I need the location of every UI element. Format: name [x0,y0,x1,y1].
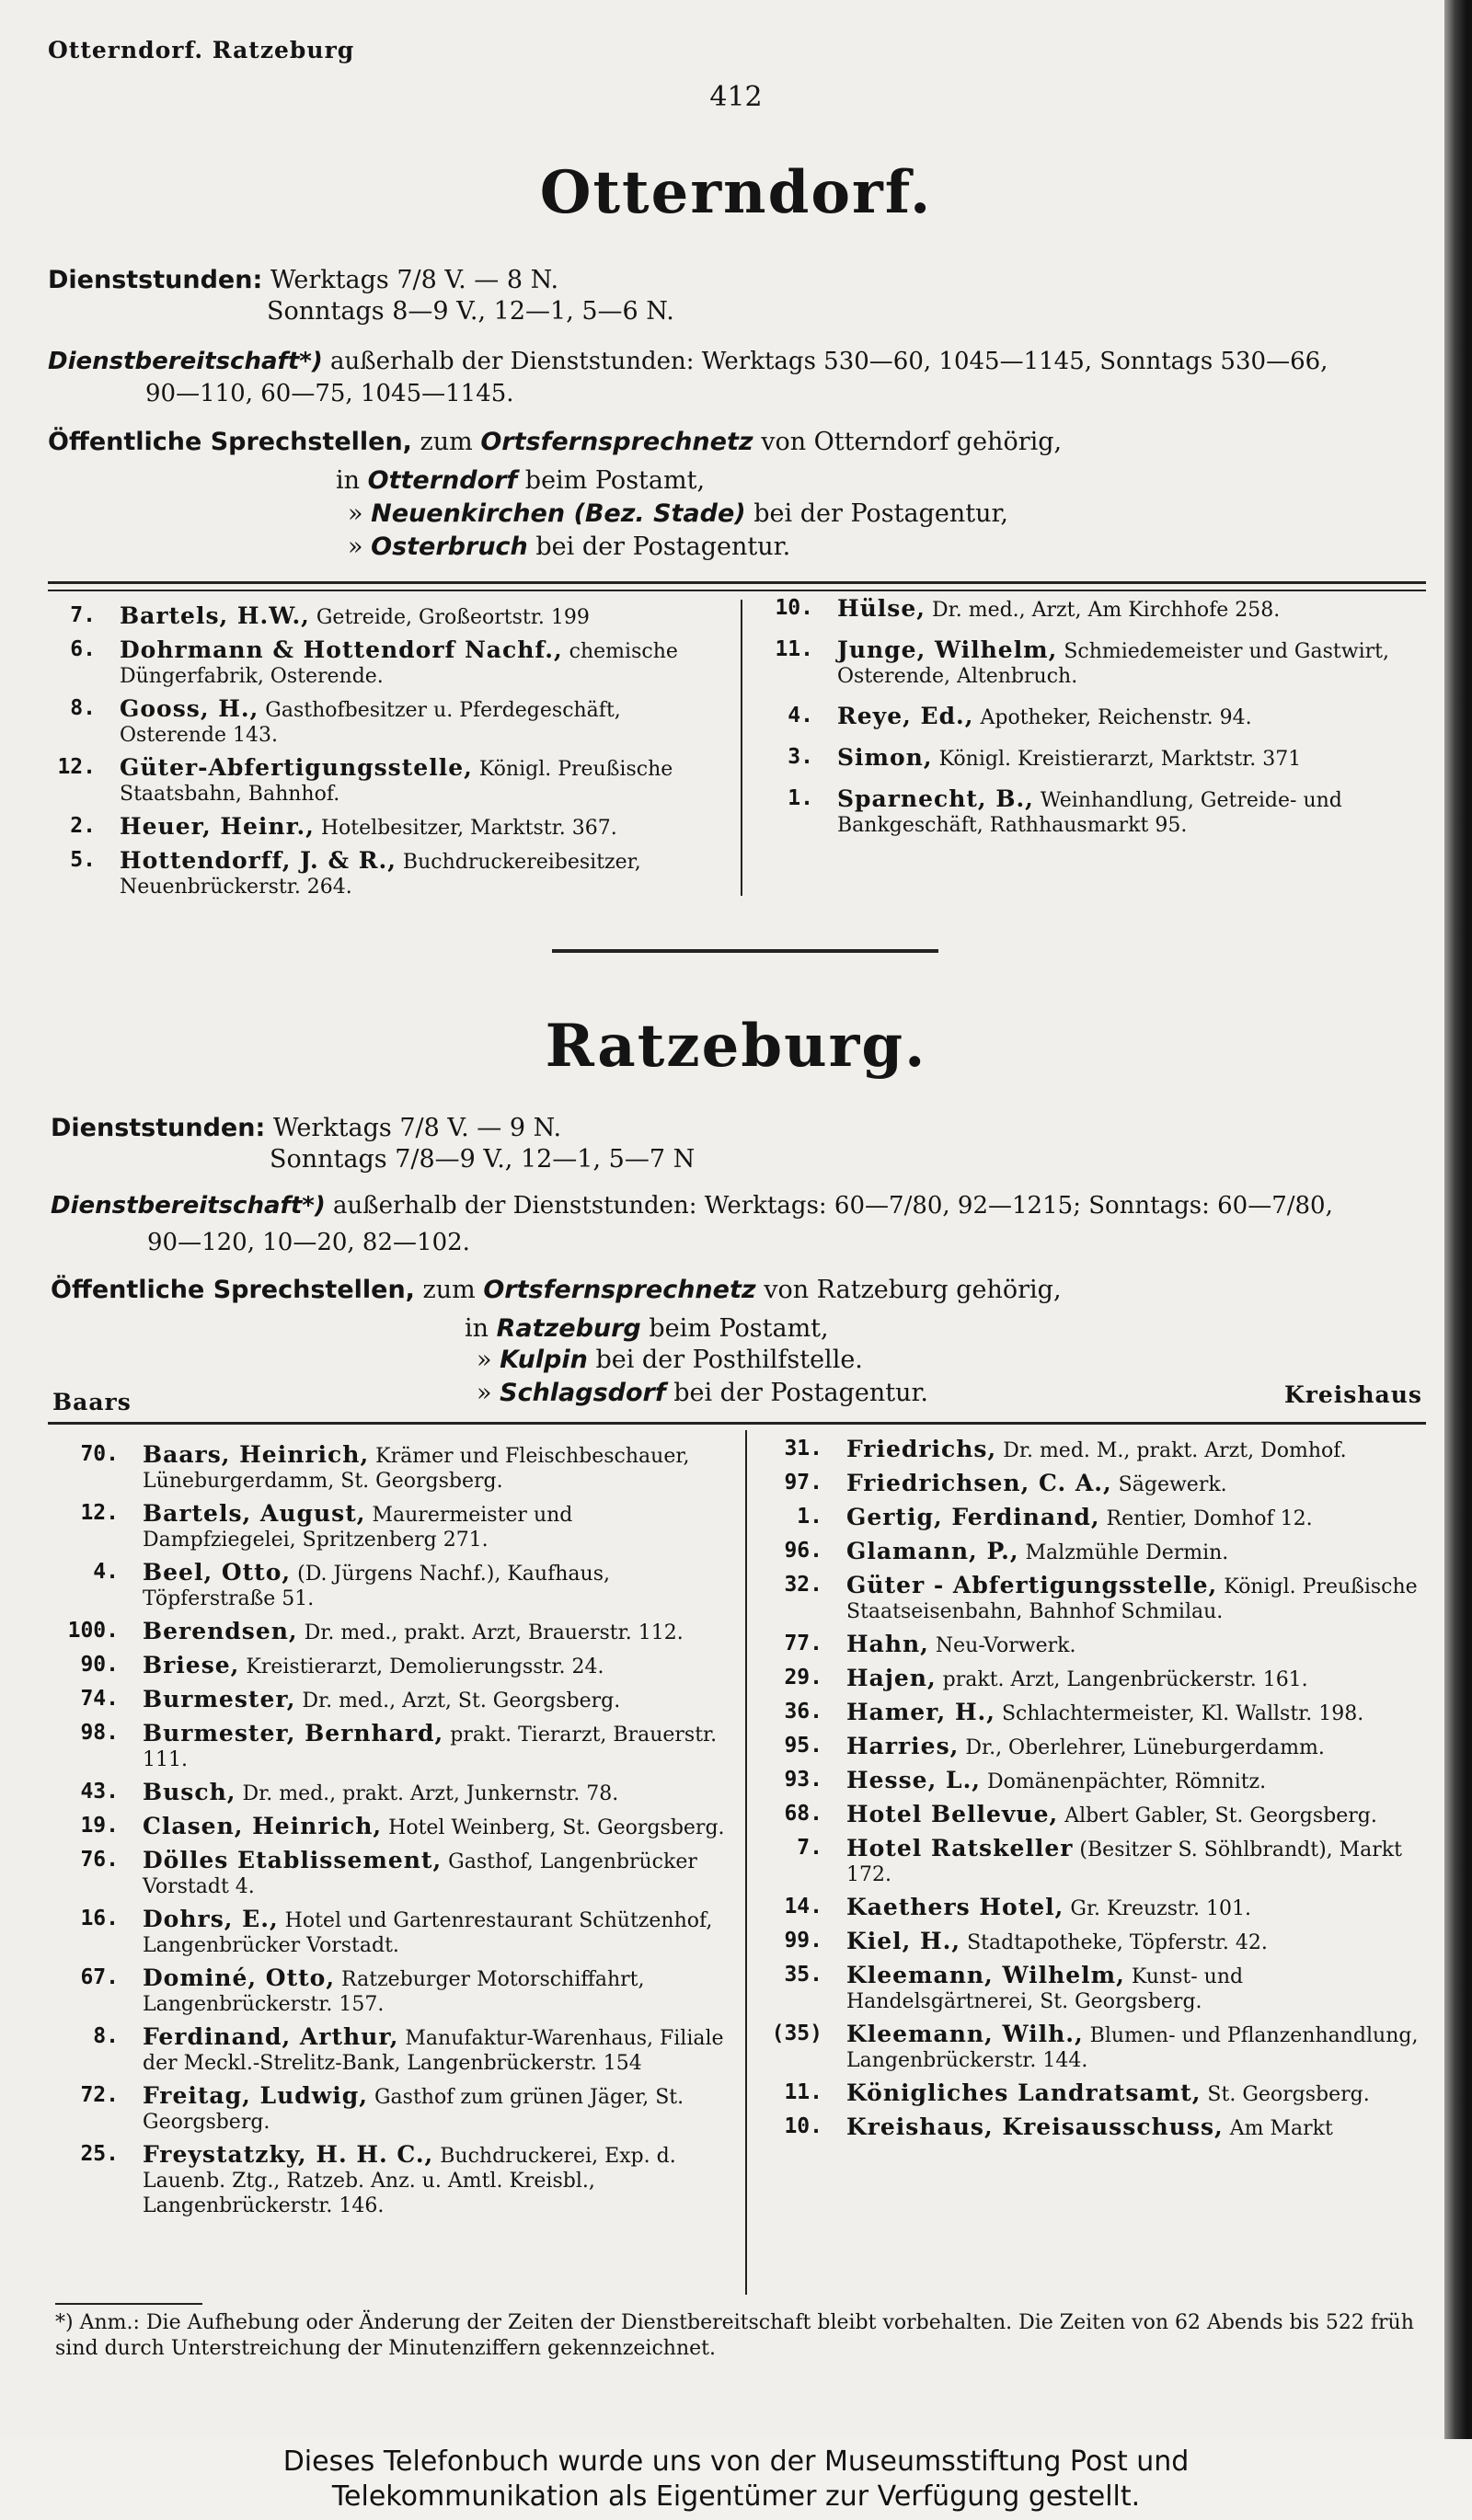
otterndorf-sprechstellen: Öffentliche Sprechstellen, zum Ortsfernsprechnetz von Otterndorf gehörig, [48,428,1063,456]
book-spine-shadow [1444,0,1472,2439]
list-item: 12. Güter-Abfertigungsstelle, Königl. Preußische Staatsbahn, Bahnhof. [57,754,673,806]
list-item: 3. Simon, Königl. Kreistierarzt, Marktstr. 371 [788,744,1302,771]
town-title-ratzeburg: Ratzeburg. [545,1012,927,1081]
list-item: 10. Hülse, Dr. med., Arzt, Am Kirchhofe 258. [775,595,1281,622]
catchword-right: Kreishaus [1284,1381,1423,1408]
list-item: 72. Freitag, Ludwig, Gasthof zum grünen Jäger, St. Georgsberg. [80,2082,684,2134]
ratzeburg-bereitschaft: Dienstbereitschaft*) außerhalb der Dienststunden: Werktags: 60—7/80, 92—1215; Sonntags: 60—7/80, [51,1192,1333,1220]
page-number: 412 [709,81,763,113]
list-item: 32. Güter - Abfertigungsstelle, Königl. Preußische Staatseisenbahn, Bahnhof Schmilau. [784,1572,1418,1623]
list-item: 90. Briese, Kreistierarzt, Demolierungsstr. 24. [80,1652,604,1678]
list-item: 11. Junge, Wilhelm, Schmiedemeister und Gastwirt, Osterende, Altenbruch. [775,636,1389,688]
list-item: 76. Dölles Etablissement, Gasthof, Langenbrücker Vorstadt 4. [80,1847,697,1898]
list-item: 14. Kaethers Hotel, Gr. Kreuzstr. 101. [784,1894,1251,1920]
list-item: 11. Königliches Landratsamt, St. Georgsberg. [784,2079,1370,2106]
ratzeburg-column-divider [745,1430,747,2295]
list-item: 74. Burmester, Dr. med., Arzt, St. Georgsberg. [80,1686,621,1712]
list-item: 7. Hotel Ratskeller (Besitzer S. Söhlbrandt), Markt 172. [797,1835,1402,1886]
ratzeburg-stelle-3: » Schlagsdorf bei der Postagentur. [477,1379,928,1407]
list-item: 29. Hajen, prakt. Arzt, Langenbrückerstr. 161. [784,1665,1308,1691]
list-item: 19. Clasen, Heinrich, Hotel Weinberg, St. Georgsberg. [80,1813,725,1839]
list-item: 70. Baars, Heinrich, Krämer und Fleischbeschauer, Lüneburgerdamm, St. Georgsberg. [80,1441,690,1493]
list-item: 96. Glamann, P., Malzmühle Dermin. [784,1538,1229,1564]
list-item: 8. Ferdinand, Arthur, Manufaktur-Warenhaus, Filiale der Meckl.-Strelitz-Bank, Langenbrückerstr. 154 [93,2023,724,2075]
list-item: 10. Kreishaus, Kreisausschuss, Am Markt [784,2113,1333,2140]
list-item: 95. Harries, Dr., Oberlehrer, Lüneburgerdamm. [784,1733,1325,1759]
otterndorf-right-column [745,596,1431,845]
footnote-rule [55,2303,202,2305]
otterndorf-column-divider [741,600,742,896]
ratzeburg-rule [48,1422,1426,1425]
ratzeburg-stelle-2: » Kulpin bei der Posthilfstelle. [477,1346,863,1374]
footnote: *) Anm.: Die Aufhebung oder Änderung der Zeiten der Dienstbereitschaft bleibt vorbehalten. Die Zeiten von 62 Abends bis 522 früh sind durch Unterstreichung der Minutenziffern gekennzeichnet. [55,2311,1414,2360]
ownership-credit [0,2439,1472,2520]
list-item: 5. Hottendorff, J. & R., Buchdruckereibesitzer, Neuenbrückerstr. 264. [70,847,641,899]
list-item: 8. Gooss, H., Gasthofbesitzer u. Pferdegeschäft, Osterende 143. [70,695,621,747]
otterndorf-bereitschaft-cont: 90—110, 60—75, 1045—1145. [145,380,514,407]
list-item: 36. Hamer, H., Schlachtermeister, Kl. Wallstr. 198. [784,1699,1364,1725]
ratzeburg-sprechstellen: Öffentliche Sprechstellen, zum Ortsfernsprechnetz von Ratzeburg gehörig, [51,1276,1062,1304]
credit-line-2: Telekommunikation als Eigentümer zur Verfügung gestellt. [331,2480,1141,2513]
list-item: 1. Gertig, Ferdinand, Rentier, Domhof 12. [797,1504,1313,1530]
list-item: 6. Dohrmann & Hottendorf Nachf., chemische Düngerfabrik, Osterende. [70,636,678,688]
list-item: 97. Friedrichsen, C. A., Sägewerk. [784,1470,1227,1496]
list-item: 31. Friedrichs, Dr. med. M., prakt. Arzt, Domhof. [784,1436,1347,1462]
list-item: 43. Busch, Dr. med., prakt. Arzt, Junkernstr. 78. [80,1779,619,1805]
ratzeburg-dienststunden: Dienststunden: Werktags 7/8 V. — 9 N. [51,1114,562,1142]
otterndorf-rule [48,581,1426,591]
otterndorf-left-column [28,603,722,907]
list-item: 35. Kleemann, Wilhelm, Kunst- und Handelsgärtnerei, St. Georgsberg. [784,1962,1244,2013]
ratzeburg-stelle-1: in Ratzeburg beim Postamt, [465,1314,829,1343]
running-head: Otterndorf. Ratzeburg [48,37,355,63]
otterndorf-stelle-3: » Osterbruch bei der Postagentur. [348,533,791,561]
ratzeburg-left-column [51,1442,731,2226]
ratzeburg-right-column [754,1437,1435,2148]
list-item: 12. Bartels, August, Maurermeister und Dampfziegelei, Spritzenberg 271. [80,1500,573,1552]
otterndorf-dienststunden-sunday: Sonntags 8—9 V., 12—1, 5—6 N. [267,297,674,326]
list-item: (35) Kleemann, Wilh., Blumen- und Pflanzenhandlung, Langenbrückerstr. 144. [771,2021,1419,2072]
list-item: 98. Burmester, Bernhard, prakt. Tierarzt, Brauerstr. 111. [80,1720,718,1771]
list-item: 16. Dohrs, E., Hotel und Gartenrestaurant Schützenhof, Langenbrücker Vorstadt. [80,1906,713,1957]
ratzeburg-bereitschaft-cont: 90—120, 10—20, 82—102. [147,1229,470,1256]
list-item: 68. Hotel Bellevue, Albert Gabler, St. Georgsberg. [784,1801,1377,1827]
list-item: 93. Hesse, L., Domänenpächter, Römnitz. [784,1767,1267,1793]
otterndorf-bereitschaft: Dienstbereitschaft*) außerhalb der Dienststunden: Werktags 530—60, 1045—1145, Sonntags 530—66, [48,348,1328,375]
town-title-otterndorf: Otterndorf. [539,158,933,227]
list-item: 4. Beel, Otto, (D. Jürgens Nachf.), Kaufhaus, Töpferstraße 51. [93,1559,610,1610]
section-separator [552,949,938,953]
list-item: 2. Heuer, Heinr., Hotelbesitzer, Marktstr. 367. [70,813,617,840]
list-item: 25. Freystatzky, H. H. C., Buchdruckerei, Exp. d. Lauenb. Ztg., Ratzeb. Anz. u. Amtl. Kreisbl., Langenbrückerstr. 146. [80,2141,676,2217]
otterndorf-dienststunden: Dienststunden: Werktags 7/8 V. — 8 N. [48,266,559,294]
list-item: 100. Berendsen, Dr. med., prakt. Arzt, Brauerstr. 112. [67,1618,684,1644]
list-item: 7. Bartels, H.W., Getreide, Großeortstr. 199 [70,602,590,629]
credit-line-1: Dieses Telefonbuch wurde uns von der Museumsstiftung Post und [282,2446,1190,2478]
list-item: 77. Hahn, Neu-Vorwerk. [784,1631,1076,1657]
list-item: 4. Reye, Ed., Apotheker, Reichenstr. 94. [788,703,1252,729]
ratzeburg-dienststunden-sunday: Sonntags 7/8—9 V., 12—1, 5—7 N [270,1145,696,1174]
otterndorf-stelle-2: » Neuenkirchen (Bez. Stade) bei der Postagentur, [348,499,1009,528]
list-item: 1. Sparnecht, B., Weinhandlung, Getreide- und Bankgeschäft, Rathhausmarkt 95. [788,785,1342,837]
list-item: 67. Dominé, Otto, Ratzeburger Motorschiffahrt, Langenbrückerstr. 157. [80,1964,645,2016]
list-item: 99. Kiel, H., Stadtapotheke, Töpferstr. 42. [784,1928,1268,1954]
otterndorf-stelle-1: in Otterndorf beim Postamt, [336,466,706,495]
catchword-left: Baars [52,1389,132,1415]
